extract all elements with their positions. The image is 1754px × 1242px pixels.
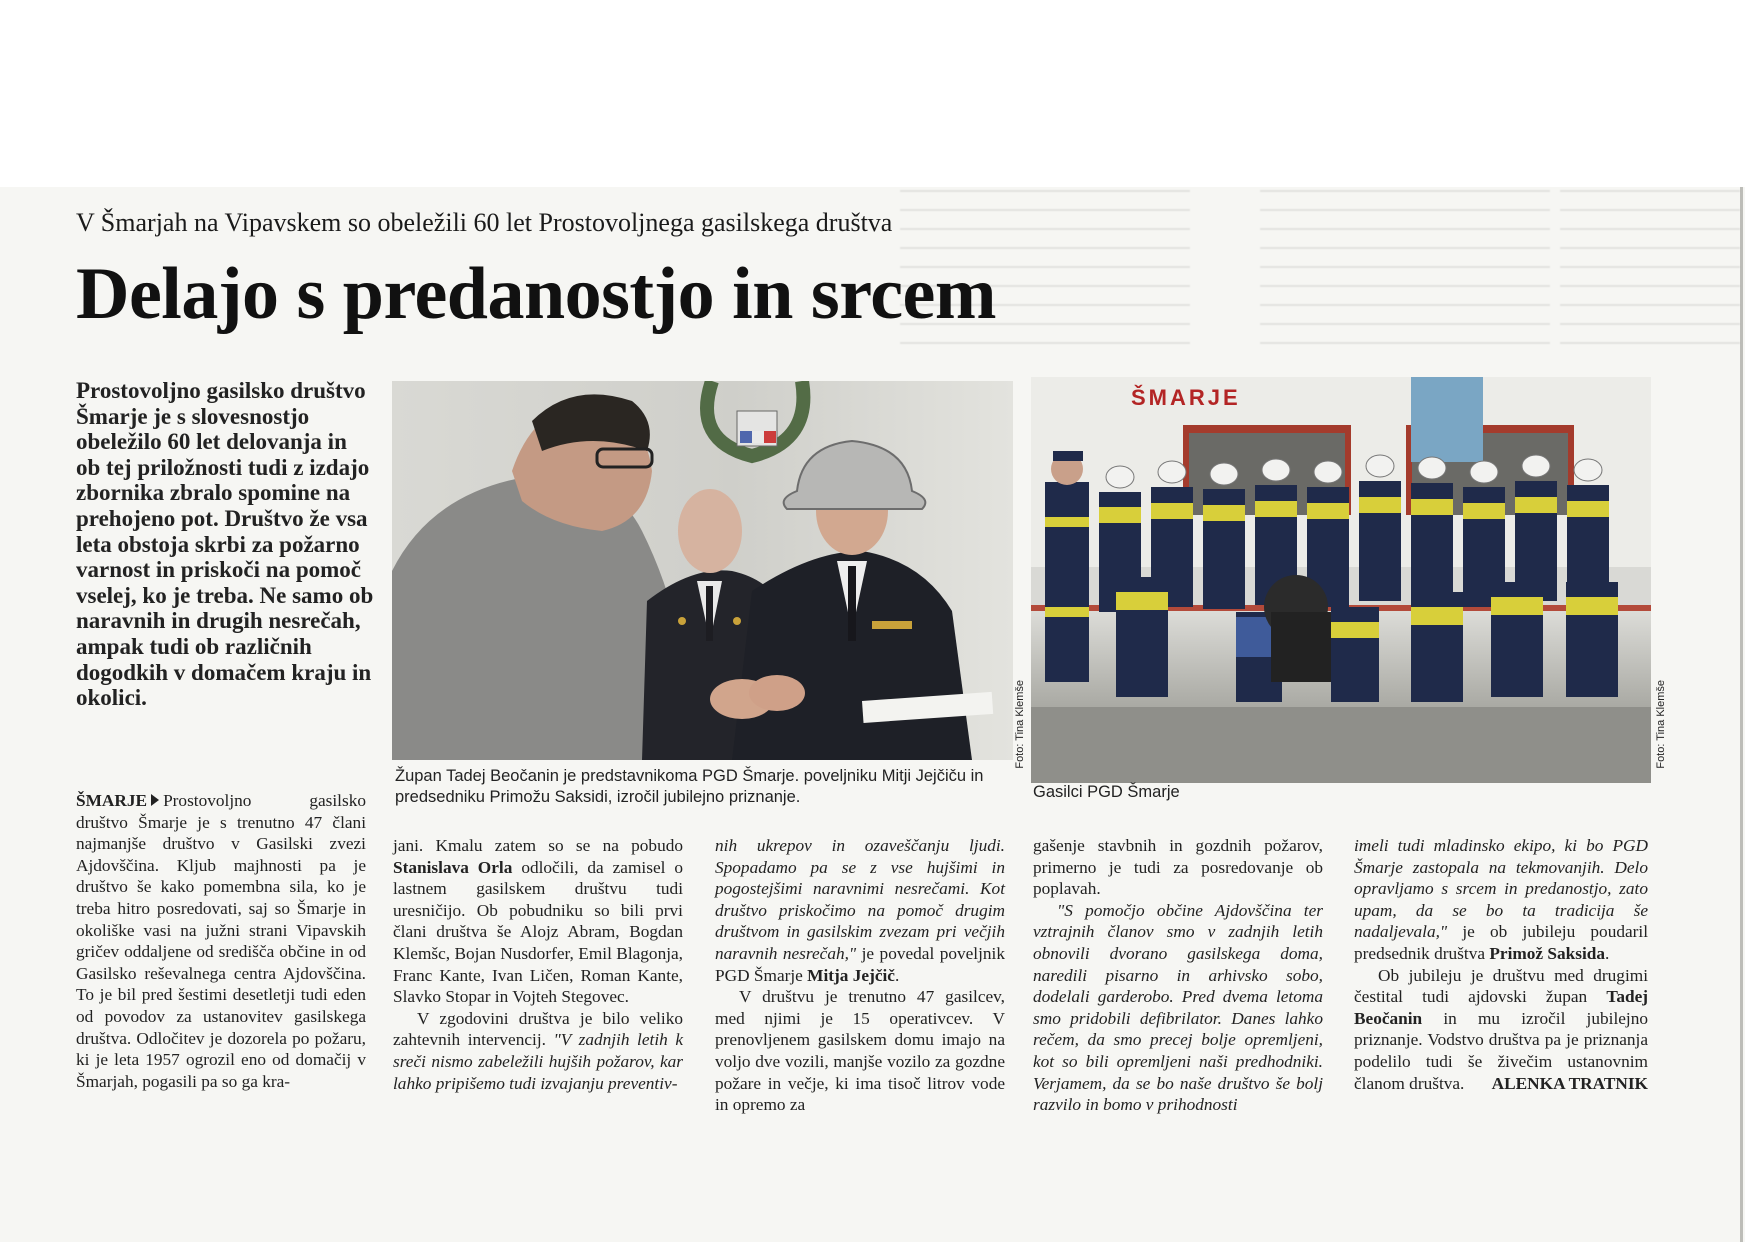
column-5-text-b: Ob jubileju je društvu med drugimi čestital tudi ajdovski župan: [1354, 965, 1648, 1007]
person-name: Tadej Beočanin: [1354, 987, 1648, 1028]
adjacent-page-bleed: [900, 190, 1740, 360]
body-column-5: [1354, 835, 1648, 1094]
column-2-text-b: odločili, da zamisel o lastnem gasilskem društvu tudi uresničijo. Ob pobudniku so bili prvi člani društva še Alojz Abram, Bogdan Klemšc, Bojan Nusdorfer, Emil Blagonja, Franc Kante, Ivan Ličen, Roman Kante, Slavko Stopar in Vojteh Stegovec.: [393, 857, 683, 1007]
column-5-text-a: je ob jubileju poudaril predsednik društva: [1354, 922, 1648, 963]
byline: ALENKA TRATNIK: [1491, 1073, 1648, 1093]
dateline: ŠMARJE: [76, 791, 148, 810]
photo1-caption: Župan Tadej Beočanin je predstavnikoma PGD Šmarje. poveljniku Mitji Jejčiču in predsedniku Primožu Saksidi, izročil jubilejno priznanje.: [395, 767, 984, 806]
column-1-text: Prostovoljno gasilsko društvo Šmarje je s trenutno 47 člani najmanjše društvo v Gasilski zvezi Ajdovščina. Kljub majhnosti pa je društvo še kako pomembna sila, ko je treba hitro posredovati, saj so Šmarje in okoliške vasi na južni strani Vipavskih gričev oddaljene od središča občine in od Gasilsko reševalnega centra Ajdovščina. To je bil pred šestimi desetletji tudi eden od povodov za ustanovitev gasilskega društva. Odločitev je dozorela po požaru, ki je leta 1957 ogrozil eno od domačij v Šmarjah, pogasili pa so ga kra-: [76, 791, 366, 1091]
photo2-caption: Gasilci PGD Šmarje: [1033, 783, 1180, 801]
column-3-text-b: V društvu je trenutno 47 gasilcev, med njimi je 15 operativcev. V prenovljenem gasilskem domu imajo na voljo dve vozili, manjše vozilo za gozdne požare in večje, ki ima tisoč litrov vode in opremo za: [715, 987, 1005, 1115]
photo2-credit: Foto: Tina Klemše: [1655, 680, 1667, 769]
photo-handshake: [392, 381, 1013, 760]
quote: nih ukrepov in ozaveščanju ljudi. Spopadamo pa se z vse hujšimi in pogostejšimi naravnimi nesrečami. Kot društvo priskočimo na pomoč drugim društvom in gasilskim zvezam pri večjih naravnih nesrečah,": [715, 836, 1005, 963]
body-column-4: [1033, 835, 1323, 1116]
photo1-credit: Foto: Tina Klemše: [1014, 680, 1026, 769]
person-name: Mitja Jejčič: [807, 965, 895, 985]
punctuation: .: [1605, 943, 1610, 963]
quote: "V zadnjih letih k sreči nismo zabeležili hujših požarov, kar lahko pripišemo tudi izvajanju preventiv-: [393, 1030, 683, 1093]
column-2-text-a: jani. Kmalu zatem so se na pobudo: [393, 836, 683, 855]
photo-group: [1031, 377, 1651, 783]
dateline-arrow-icon: [151, 794, 159, 806]
column-5-text-c: in mu izročil jubilejno priznanje. Vodstvo društva pa je priznanja podelilo tudi še živečim ustanovnim članom društva.: [1354, 1008, 1648, 1093]
building-sign: ŠMARJE: [1131, 385, 1241, 410]
person-name: Stanislava Orla: [393, 857, 513, 877]
body-column-3: [715, 835, 1005, 1116]
person-name: Primož Saksida: [1489, 943, 1606, 963]
body-column-2: [393, 835, 683, 1094]
body-column-1: [76, 790, 366, 1092]
article-lead: Prostovoljno gasilsko društvo Šmarje je s slovesnostjo obeležilo 60 let delovanja in ob tej priložnosti tudi z izdajo zbornika zbralo spomine na prehojeno pot. Društvo že vsa leta obstoja skrbi za požarno varnost in priskoči na pomoč vselej, ko je treba. Ne samo ob naravnih in drugih nesrečah, ampak tudi ob različnih dogodkih v domačem kraju in okolici.: [76, 378, 374, 711]
column-4-text: gašenje stavbnih in gozdnih požarov, primerno je tudi za posredovanje ob poplavah.: [1033, 836, 1323, 899]
column-2-text-c: V zgodovini društva je bilo veliko zahtevnih intervencij.: [393, 1008, 683, 1050]
punctuation: .: [894, 965, 900, 985]
scan-edge: [1740, 187, 1743, 1242]
article-kicker: V Šmarjah na Vipavskem so obeležili 60 let Prostovoljnega gasilskega društva: [76, 208, 893, 237]
quote: imeli tudi mladinsko ekipo, ki bo PGD Šmarje zastopala na tekmovanjih. Delo opravljamo s srcem in predanostjo, zato upam, da se bo ta tradicija še nadaljevala,": [1354, 836, 1648, 942]
quote: "S pomočjo občine Ajdovščina ter vztrajnih članov smo v zadnjih letih obnovili dvorano gasilskega doma, naredili pisarno in arhivsko sobo, dodelali garderobo. Pred dvema letoma smo pridobili defibrilator. Danes lahko rečem, da smo precej bolje opremljeni, kot so bili opremljeni naši predhodniki. Verjamem, da se bo naše društvo še bolj razvilo in bomo v prihodnosti: [1033, 900, 1323, 1115]
article-headline: Delajo s predanostjo in srcem: [76, 253, 997, 335]
column-3-text-a: je povedal poveljnik PGD Šmarje: [715, 943, 1005, 985]
group-illustration: [1031, 377, 1651, 783]
handshake-illustration: [392, 381, 1013, 760]
